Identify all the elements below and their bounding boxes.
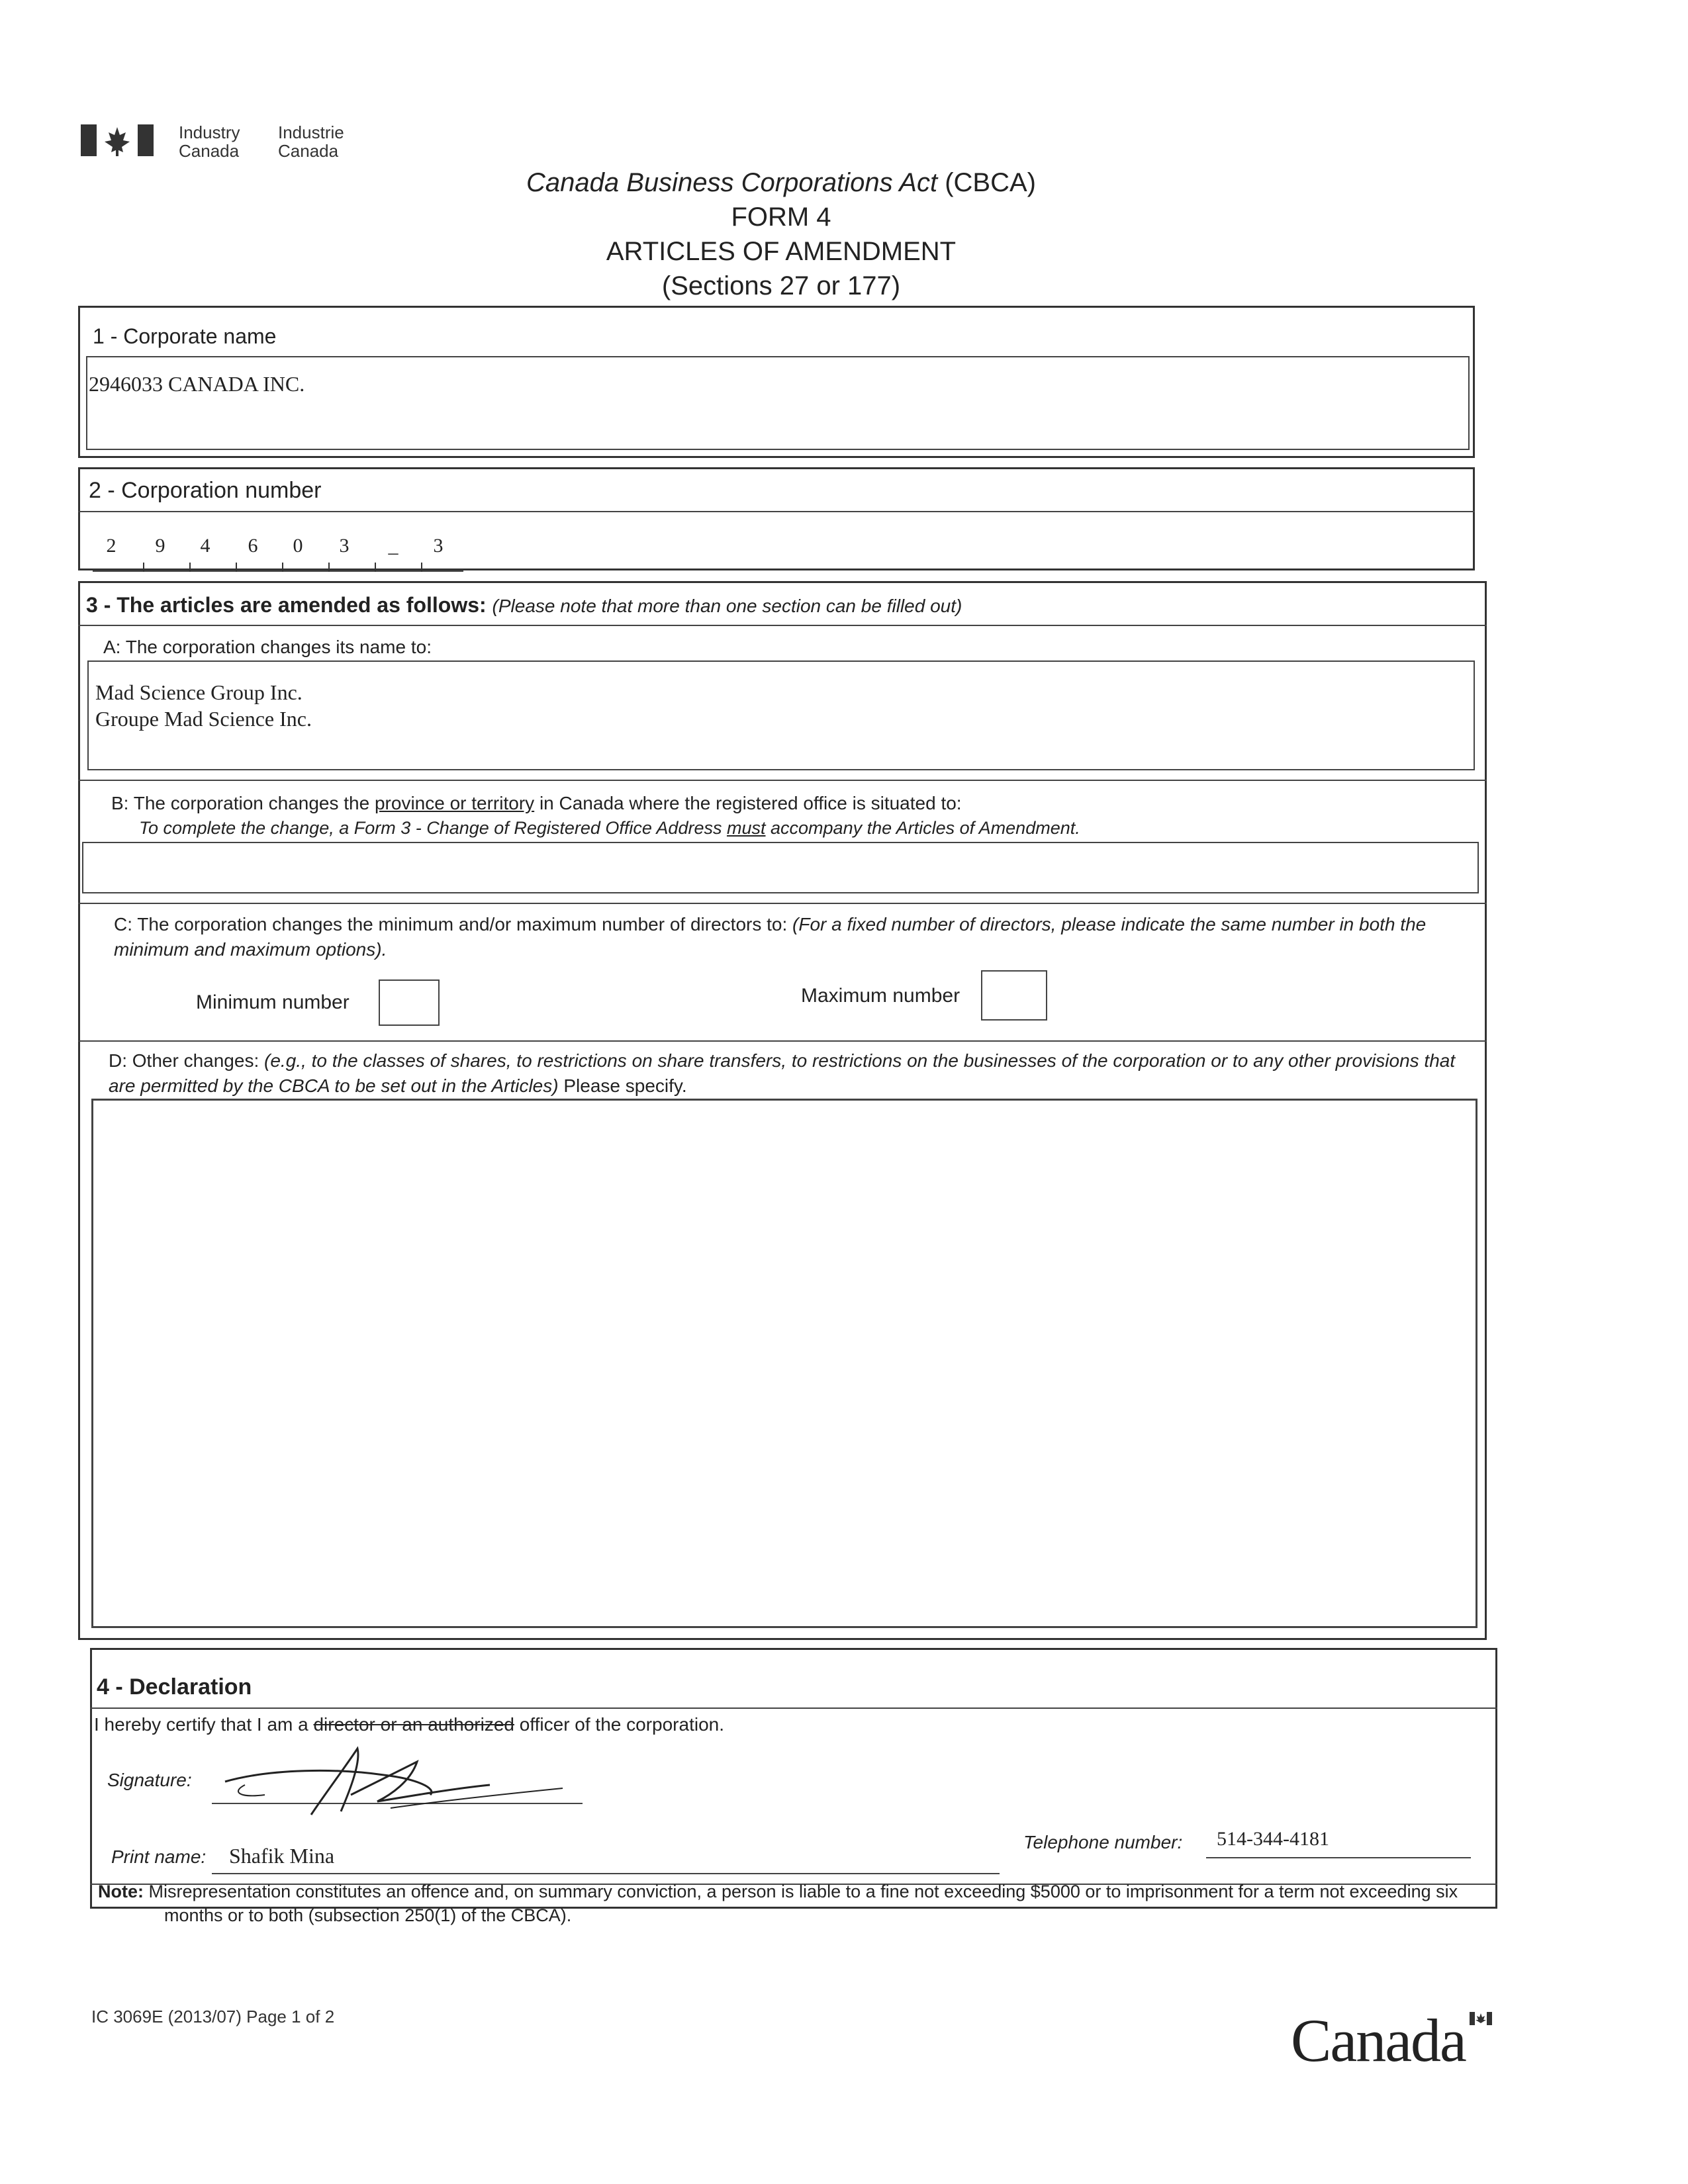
part-d-please: Please specify. bbox=[563, 1075, 687, 1096]
form-number: FORM 4 bbox=[731, 203, 831, 232]
corporate-name-value: 2946033 CANADA INC. bbox=[89, 372, 305, 396]
corp-digit: 3 bbox=[433, 535, 444, 557]
certify-text bbox=[94, 1714, 724, 1735]
part-b-note-pre: To complete the change, a Form 3 - Change of Registered Office Address bbox=[139, 818, 722, 838]
certify-pre: I hereby certify that I am a bbox=[94, 1714, 308, 1735]
min-number-label: Minimum number bbox=[196, 991, 350, 1013]
part-a-label: A: The corporation changes its name to: bbox=[103, 637, 432, 657]
part-c-label bbox=[114, 912, 1484, 962]
corp-number-tick bbox=[143, 563, 144, 572]
logo-text-en: Industry Canada bbox=[179, 122, 240, 161]
corporation-number-label: 2 - Corporation number bbox=[89, 478, 322, 503]
wordmark-text: Canada bbox=[1291, 2007, 1466, 2074]
act-abbrev: (CBCA) bbox=[945, 168, 1036, 197]
corp-number-divider bbox=[78, 511, 1475, 512]
part-b-label bbox=[111, 793, 962, 814]
form-sections: (Sections 27 or 177) bbox=[661, 271, 901, 300]
corp-digit: 9 bbox=[155, 535, 165, 557]
corp-digit: 0 bbox=[293, 535, 303, 557]
corp-number-tick bbox=[236, 563, 237, 572]
part-b-note-post: accompany the Articles of Amendment. bbox=[771, 818, 1080, 838]
part-c-label-text: C: The corporation changes the minimum and/or maximum number of directors to: bbox=[114, 914, 788, 934]
new-name-line2: Groupe Mad Science Inc. bbox=[95, 707, 312, 731]
part-d-note: (e.g., to the classes of shares, to restrictions on share transfers, to restrictions on the businesses of the corporation or to any other provisions that are permitted by the CBCA to be set out in the Articles) bbox=[109, 1050, 1456, 1096]
telephone-value[interactable]: 514-344-4181 bbox=[1217, 1828, 1329, 1850]
telephone-label: Telephone number: bbox=[1023, 1832, 1183, 1852]
part-b-note-must: must bbox=[726, 818, 766, 838]
declaration-divider bbox=[90, 1707, 1497, 1709]
corp-digit: _ bbox=[388, 535, 399, 557]
province-link: province or territory bbox=[374, 793, 535, 813]
print-name-value[interactable]: Shafik Mina bbox=[229, 1844, 335, 1868]
section3-divider bbox=[78, 625, 1487, 626]
corp-digit: 3 bbox=[339, 535, 350, 557]
part-b-divider bbox=[78, 903, 1487, 904]
canada-wordmark bbox=[1291, 2005, 1466, 2075]
logo-text-fr: Industrie Canada bbox=[278, 122, 344, 161]
note-body: Misrepresentation constitutes an offence and, on summary conviction, a person is liable to a fine not exceeding $5000 or to imprisonment for a term not exceeding six months or to both (subsection 250(1) of the CBCA). bbox=[148, 1882, 1458, 1925]
part-b-note bbox=[139, 818, 1080, 839]
telephone-line bbox=[1206, 1857, 1471, 1858]
part-b-label-post: in Canada where the registered office is situated to: bbox=[539, 793, 962, 813]
max-number-label: Maximum number bbox=[801, 985, 961, 1007]
corp-number-tick bbox=[282, 563, 283, 572]
max-number-field[interactable] bbox=[981, 970, 1047, 1021]
corp-number-tick bbox=[375, 563, 376, 572]
part-d-label bbox=[109, 1048, 1472, 1099]
amendments-label: 3 - The articles are amended as follows: bbox=[86, 593, 487, 617]
amendments-heading bbox=[86, 593, 962, 617]
part-d-label-text: D: Other changes: bbox=[109, 1050, 259, 1071]
new-name-line1: Mad Science Group Inc. bbox=[95, 680, 303, 704]
print-name-label: Print name: bbox=[111, 1846, 207, 1867]
amendments-note: (Please note that more than one section can be filled out) bbox=[492, 596, 962, 616]
note-label: Note: bbox=[98, 1882, 144, 1901]
certify-strike: director or an authorized bbox=[313, 1714, 514, 1735]
part-c-note: (For a fixed number of directors, please indicate the same number in both the minimum and maximum options). bbox=[114, 914, 1427, 960]
corp-digit: 6 bbox=[248, 535, 258, 557]
declaration-label: 4 - Declaration bbox=[97, 1674, 252, 1700]
corp-digit: 4 bbox=[200, 535, 211, 557]
province-field[interactable] bbox=[82, 842, 1479, 893]
corp-number-tick bbox=[421, 563, 422, 572]
corp-digit: 2 bbox=[106, 535, 117, 557]
signature-scribble[interactable] bbox=[218, 1742, 589, 1831]
corporate-name-field[interactable] bbox=[86, 356, 1470, 450]
act-title: Canada Business Corporations Act bbox=[526, 168, 938, 197]
corp-number-tick bbox=[328, 563, 330, 572]
other-changes-field[interactable] bbox=[91, 1099, 1477, 1628]
print-name-line bbox=[212, 1873, 1000, 1874]
corp-number-tick bbox=[189, 563, 191, 572]
form-title: ARTICLES OF AMENDMENT bbox=[606, 237, 957, 266]
corporate-name-label: 1 - Corporate name bbox=[93, 324, 277, 348]
part-c-divider bbox=[78, 1040, 1487, 1042]
canada-flag-icon bbox=[81, 123, 154, 161]
note-text bbox=[98, 1880, 1488, 1927]
corp-number-baseline bbox=[93, 570, 463, 572]
signature-label: Signature: bbox=[107, 1770, 192, 1790]
min-number-field[interactable] bbox=[379, 979, 440, 1026]
form-title-block bbox=[0, 165, 1562, 303]
part-a-divider bbox=[78, 780, 1487, 781]
wordmark-flag-icon bbox=[1470, 2012, 1492, 2028]
part-b-label-pre: B: The corporation changes the bbox=[111, 793, 370, 813]
form-code: IC 3069E (2013/07) Page 1 of 2 bbox=[91, 2007, 335, 2026]
certify-post: officer of the corporation. bbox=[519, 1714, 724, 1735]
